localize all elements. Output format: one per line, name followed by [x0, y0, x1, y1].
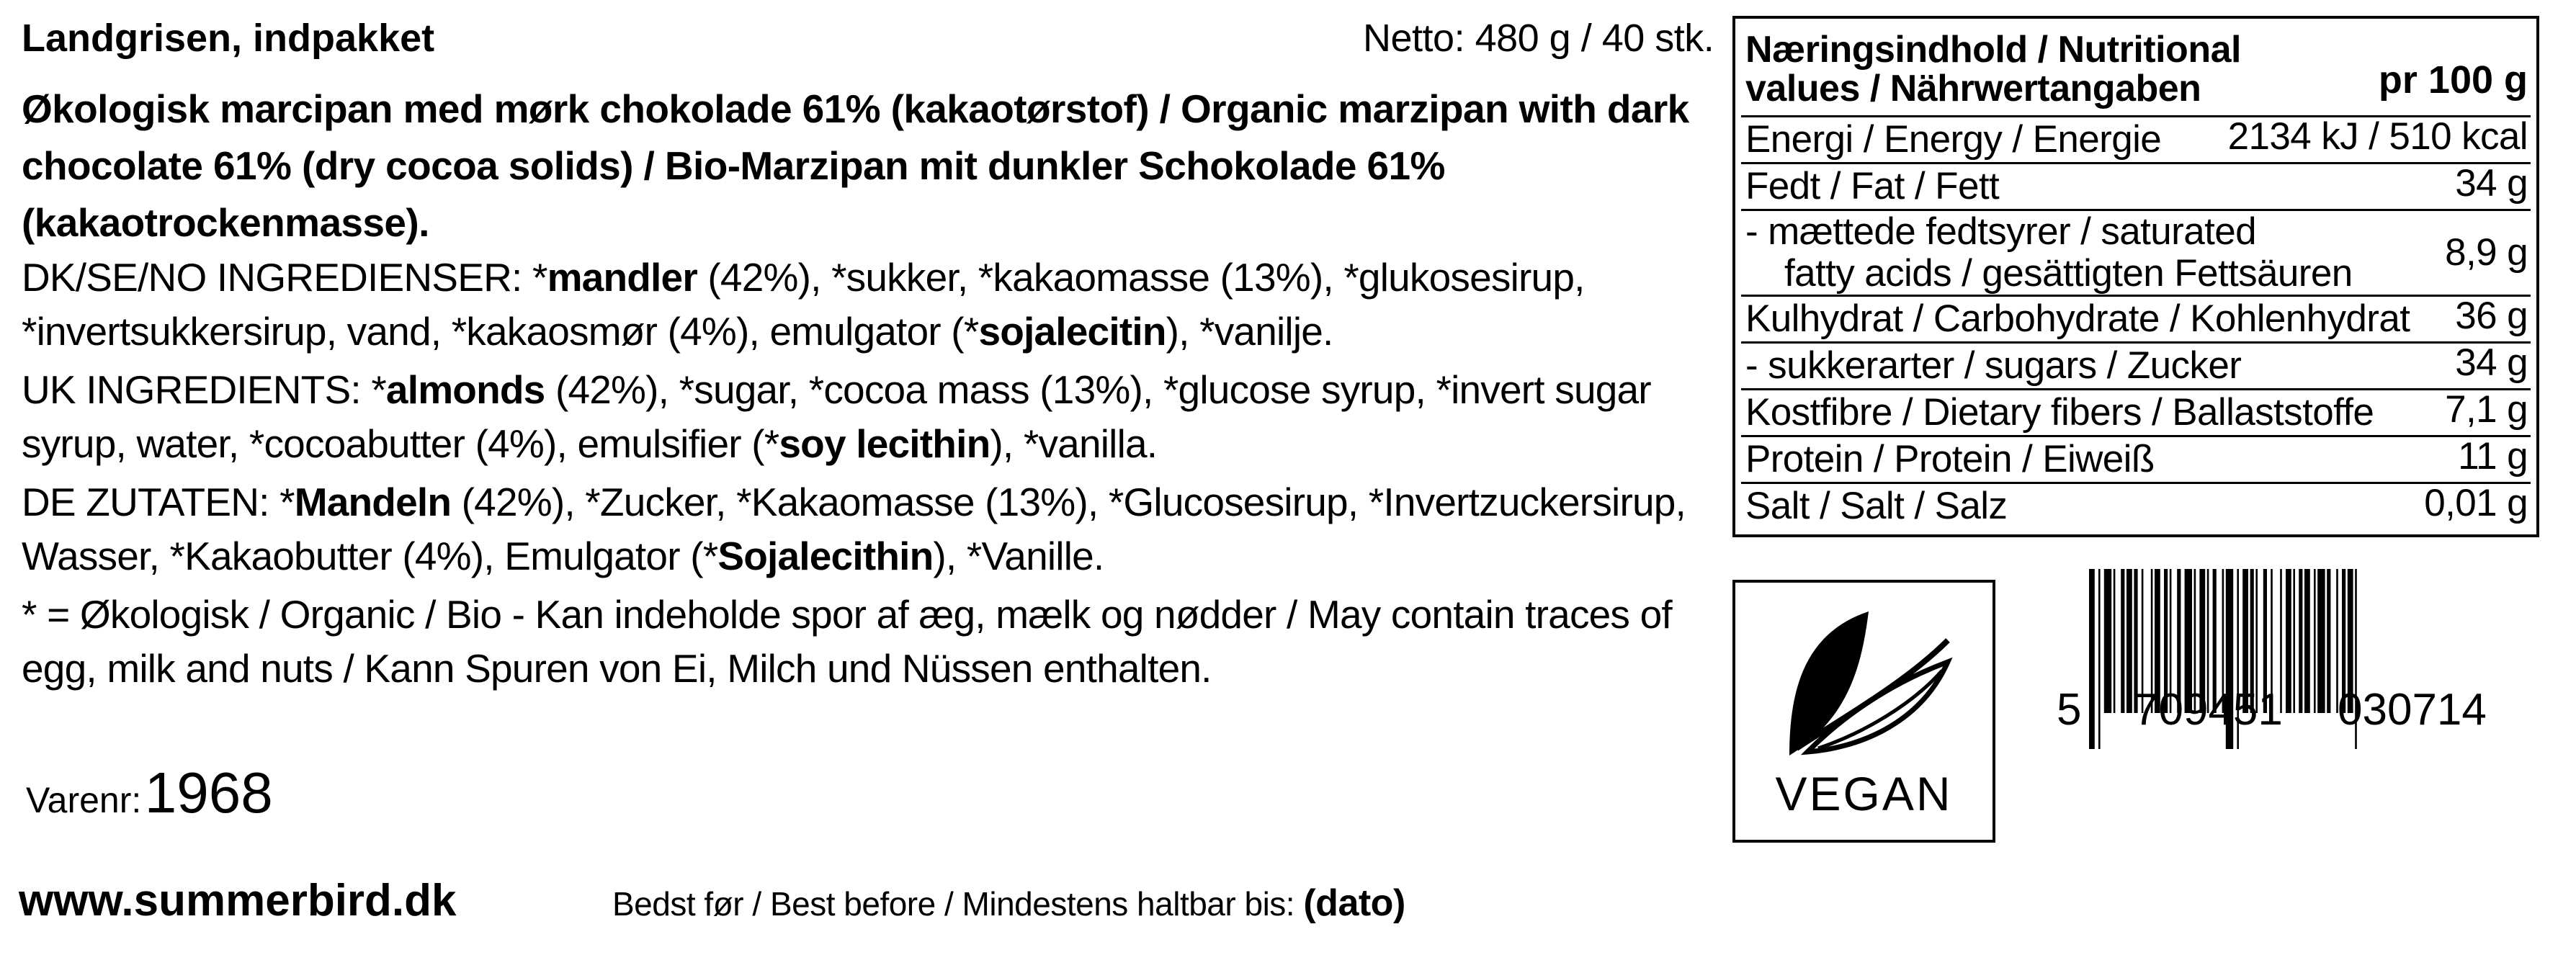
organic-allergy-note: * = Økologisk / Organic / Bio - Kan indeholde spor af æg, mælk og nødder / May contain traces of egg, milk and nuts / Kann Spuren von Ei, Milch und Nüssen enthalten.: [22, 592, 1672, 691]
product-description: Økologisk marcipan med mørk chokolade 61% (kakaotørstof) / Organic marzipan with dark chocolate 61% (dry cocoa solids) / Bio-Marzipan mit dunkler Schokolade 61% (kakaotrockenmasse).: [22, 86, 1689, 245]
ingredients-de: DE ZUTATEN: *Mandeln (42%), *Zucker, *Kakaomasse (13%), *Glucosesirup, *Invertzuckersirup, Wasser, *Kakaobutter (4%), Emulgator (*Sojalecithin), *Vanille.: [22, 480, 1686, 578]
allergen-almonds-de: Mandeln: [294, 480, 452, 524]
best-before: Bedst før / Best before / Mindestens haltbar bis: (dato): [612, 882, 1405, 924]
item-number-label: Varenr:: [26, 780, 142, 820]
net-weight: Netto: 480 g / 40 stk.: [1363, 17, 1714, 60]
nutrition-per-100g: pr 100 g: [2378, 58, 2528, 102]
nutrition-row-saturated: - mættede fedtsyrer / saturated fatty acids / gesättigten Fettsäuren 8,9 g: [1741, 211, 2531, 297]
nutrition-row-protein: Protein / Protein / Eiweiß 11 g: [1741, 437, 2531, 484]
allergen-almonds-uk: almonds: [385, 367, 545, 412]
ingredients-dk: DK/SE/NO INGREDIENSER: *mandler (42%), *sukker, *kakaomasse (13%), *glukosesirup, *invertsukkersirup, vand, *kakaosmør (4%), emulgator (*sojalecitin), *vanilje.: [22, 255, 1585, 354]
barcode-digit-prefix: 5: [2057, 685, 2082, 735]
nutrition-row-fat: Fedt / Fat / Fett 34 g: [1741, 164, 2531, 211]
nutrition-row-fibre: Kostfibre / Dietary fibers / Ballaststoffe 7,1 g: [1741, 390, 2531, 437]
vegan-leaf-icon: [1775, 604, 1959, 770]
nutrition-header: [1741, 23, 2531, 117]
item-number-value: 1968: [144, 761, 273, 825]
nutrition-row-carbohydrate: Kulhydrat / Carbohydrate / Kohlenhydrat 36 g: [1741, 297, 2531, 344]
nutrition-row-salt: Salt / Salt / Salz 0,01 g: [1745, 482, 2528, 527]
nutrition-row-sugars: - sukkerarter / sugars / Zucker 34 g: [1741, 344, 2531, 390]
vegan-badge: [1732, 580, 1995, 843]
allergen-soy-uk: soy lecithin: [779, 421, 990, 466]
nutrition-table: [1732, 16, 2539, 537]
vegan-label: VEGAN: [1775, 767, 1953, 820]
nutrition-row-energy: Energi / Energy / Energie 2134 kJ / 510 kcal: [1741, 117, 2531, 164]
allergen-soy-de: Sojalecithin: [717, 534, 934, 578]
barcode-digits-left: 709451: [2134, 685, 2283, 735]
website-link[interactable]: www.summerbird.dk: [19, 876, 457, 925]
item-number: [26, 760, 273, 826]
barcode-digits-right: 030714: [2338, 685, 2487, 735]
best-before-date: (dato): [1303, 882, 1405, 924]
product-title: Landgrisen, indpakket: [22, 17, 435, 60]
nutrition-title: Næringsindhold / Nutritional values / Nährwertangaben: [1745, 29, 2241, 109]
ingredients-uk: UK INGREDIENTS: *almonds (42%), *sugar, *cocoa mass (13%), *glucose syrup, *invert sugar syrup, water, *cocoabutter (4%), emulsifier (*soy lecithin), *vanilla.: [22, 367, 1651, 466]
allergen-almonds-dk: mandler: [547, 255, 697, 300]
allergen-soy-dk: sojalecitin: [978, 309, 1166, 354]
